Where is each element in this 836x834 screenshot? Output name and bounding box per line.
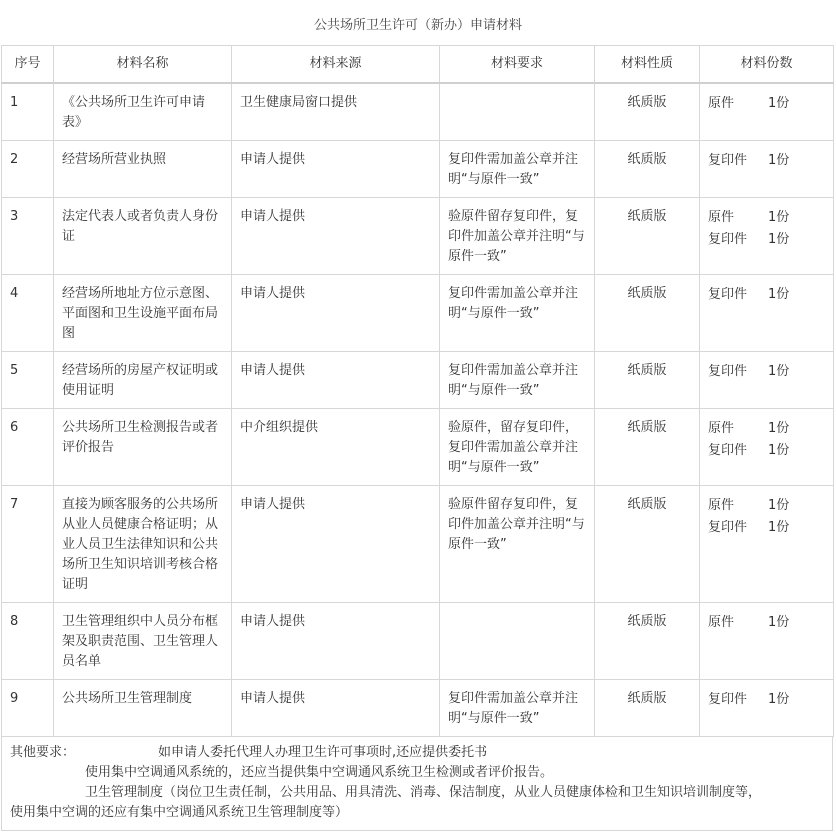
count-kind: 原件 bbox=[708, 420, 735, 436]
count-number: 1份 bbox=[768, 209, 790, 225]
row-index: 5 bbox=[2, 351, 54, 408]
count-number: 1份 bbox=[768, 286, 790, 302]
notes-line-1 bbox=[10, 743, 824, 763]
row-requirement: 验原件留存复印件，复印件加盖公章并注明“与原件一致” bbox=[440, 485, 595, 602]
header-index: 序号 bbox=[2, 46, 54, 84]
count-kind: 原件 bbox=[708, 209, 735, 225]
row-requirement: 复印件需加盖公章并注明“与原件一致” bbox=[440, 140, 595, 197]
row-count bbox=[700, 351, 834, 408]
other-requirements bbox=[1, 737, 833, 831]
count-number: 1份 bbox=[768, 152, 790, 168]
header-count: 材料份数 bbox=[700, 46, 834, 84]
count-line bbox=[708, 150, 825, 172]
count-line bbox=[708, 284, 825, 306]
count-line bbox=[708, 689, 825, 711]
count-line bbox=[708, 361, 825, 383]
row-source: 申请人提供 bbox=[232, 602, 440, 679]
count-kind: 原件 bbox=[708, 497, 735, 513]
row-type: 纸质版 bbox=[595, 197, 700, 274]
materials-table bbox=[1, 45, 834, 737]
notes-line-4: 使用集中空调的还应有集中空调通风系统卫生管理制度等） bbox=[10, 805, 349, 820]
count-kind: 复印件 bbox=[708, 152, 748, 168]
row-type: 纸质版 bbox=[595, 140, 700, 197]
row-name: 公共场所卫生检测报告或者评价报告 bbox=[54, 408, 232, 485]
row-requirement: 验原件留存复印件，复印件加盖公章并注明“与原件一致” bbox=[440, 197, 595, 274]
count-number: 1份 bbox=[768, 420, 790, 436]
table-row bbox=[2, 274, 834, 351]
row-index: 3 bbox=[2, 197, 54, 274]
count-number: 1份 bbox=[768, 614, 790, 630]
row-source: 申请人提供 bbox=[232, 197, 440, 274]
row-index: 1 bbox=[2, 83, 54, 140]
row-type: 纸质版 bbox=[595, 485, 700, 602]
row-name: 公共场所卫生管理制度 bbox=[54, 679, 232, 736]
row-requirement: 复印件需加盖公章并注明“与原件一致” bbox=[440, 274, 595, 351]
table-header-row bbox=[2, 46, 834, 84]
row-type: 纸质版 bbox=[595, 351, 700, 408]
row-source: 申请人提供 bbox=[232, 485, 440, 602]
count-number: 1份 bbox=[768, 363, 790, 379]
page-title: 公共场所卫生许可（新办）申请材料 bbox=[313, 18, 522, 33]
table-row bbox=[2, 83, 834, 140]
count-line bbox=[708, 517, 825, 539]
row-type: 纸质版 bbox=[595, 602, 700, 679]
count-kind: 复印件 bbox=[708, 442, 748, 458]
row-index: 4 bbox=[2, 274, 54, 351]
row-index: 9 bbox=[2, 679, 54, 736]
row-requirement: 复印件需加盖公章并注明“与原件一致” bbox=[440, 351, 595, 408]
row-name: 《公共场所卫生许可申请表》 bbox=[54, 83, 232, 140]
row-requirement bbox=[440, 83, 595, 140]
row-count bbox=[700, 140, 834, 197]
row-name: 经营场所营业执照 bbox=[54, 140, 232, 197]
notes-line-3: 卫生管理制度（岗位卫生责任制，公共用品、用具清洗、消毒、保洁制度，从业人员健康体检和卫生知识培训制度等， bbox=[85, 785, 762, 800]
row-source: 申请人提供 bbox=[232, 351, 440, 408]
table-row bbox=[2, 197, 834, 274]
count-number: 1份 bbox=[768, 231, 790, 247]
row-source: 申请人提供 bbox=[232, 140, 440, 197]
row-count bbox=[700, 602, 834, 679]
notes-line-2: 使用集中空调通风系统的，还应当提供集中空调通风系统卫生检测或者评价报告。 bbox=[85, 765, 554, 780]
row-count bbox=[700, 679, 834, 736]
count-kind: 复印件 bbox=[708, 231, 748, 247]
count-number: 1份 bbox=[768, 519, 790, 535]
count-number: 1份 bbox=[768, 691, 790, 707]
count-number: 1份 bbox=[768, 442, 790, 458]
row-count bbox=[700, 83, 834, 140]
table-row bbox=[2, 485, 834, 602]
table-row bbox=[2, 408, 834, 485]
row-index: 6 bbox=[2, 408, 54, 485]
row-source: 中介组织提供 bbox=[232, 408, 440, 485]
table-row bbox=[2, 351, 834, 408]
row-name: 法定代表人或者负责人身份证 bbox=[54, 197, 232, 274]
count-kind: 原件 bbox=[708, 614, 735, 630]
header-requirement: 材料要求 bbox=[440, 46, 595, 84]
row-source: 卫生健康局窗口提供 bbox=[232, 83, 440, 140]
count-kind: 复印件 bbox=[708, 286, 748, 302]
row-name: 直接为顾客服务的公共场所从业人员健康合格证明；从业人员卫生法律知识和公共场所卫生知识培训考核合格证明 bbox=[54, 485, 232, 602]
row-name: 卫生管理组织中人员分布框架及职责范围、卫生管理人员名单 bbox=[54, 602, 232, 679]
row-count bbox=[700, 408, 834, 485]
row-name: 经营场所的房屋产权证明或使用证明 bbox=[54, 351, 232, 408]
table-row bbox=[2, 679, 834, 736]
count-line bbox=[708, 612, 825, 634]
row-type: 纸质版 bbox=[595, 408, 700, 485]
count-line bbox=[708, 495, 825, 517]
count-line bbox=[708, 93, 825, 115]
row-index: 7 bbox=[2, 485, 54, 602]
row-requirement bbox=[440, 602, 595, 679]
row-type: 纸质版 bbox=[595, 679, 700, 736]
count-line bbox=[708, 207, 825, 229]
header-source: 材料来源 bbox=[232, 46, 440, 84]
row-index: 2 bbox=[2, 140, 54, 197]
row-count bbox=[700, 485, 834, 602]
count-kind: 原件 bbox=[708, 96, 735, 111]
row-source: 申请人提供 bbox=[232, 274, 440, 351]
table-body bbox=[2, 83, 834, 736]
count-number: 1份 bbox=[768, 497, 790, 513]
row-type: 纸质版 bbox=[595, 274, 700, 351]
count-line bbox=[708, 440, 825, 462]
count-kind: 复印件 bbox=[708, 519, 748, 535]
table-row bbox=[2, 602, 834, 679]
row-source: 申请人提供 bbox=[232, 679, 440, 736]
row-name: 经营场所地址方位示意图、平面图和卫生设施平面布局图 bbox=[54, 274, 232, 351]
count-number: 1份 bbox=[768, 96, 790, 111]
row-requirement: 验原件，留存复印件，复印件需加盖公章并注明“与原件一致” bbox=[440, 408, 595, 485]
row-type: 纸质版 bbox=[595, 83, 700, 140]
row-count bbox=[700, 274, 834, 351]
notes-label: 其他要求： bbox=[10, 745, 76, 760]
header-type: 材料性质 bbox=[595, 46, 700, 84]
row-requirement: 复印件需加盖公章并注明“与原件一致” bbox=[440, 679, 595, 736]
header-name: 材料名称 bbox=[54, 46, 232, 84]
row-count bbox=[700, 197, 834, 274]
row-index: 8 bbox=[2, 602, 54, 679]
table-row bbox=[2, 140, 834, 197]
count-kind: 复印件 bbox=[708, 691, 748, 707]
count-kind: 复印件 bbox=[708, 363, 748, 379]
count-line bbox=[708, 229, 825, 251]
count-line bbox=[708, 418, 825, 440]
notes-text-1: 如申请人委托代理人办理卫生许可事项时,还应提供委托书 bbox=[158, 745, 488, 760]
